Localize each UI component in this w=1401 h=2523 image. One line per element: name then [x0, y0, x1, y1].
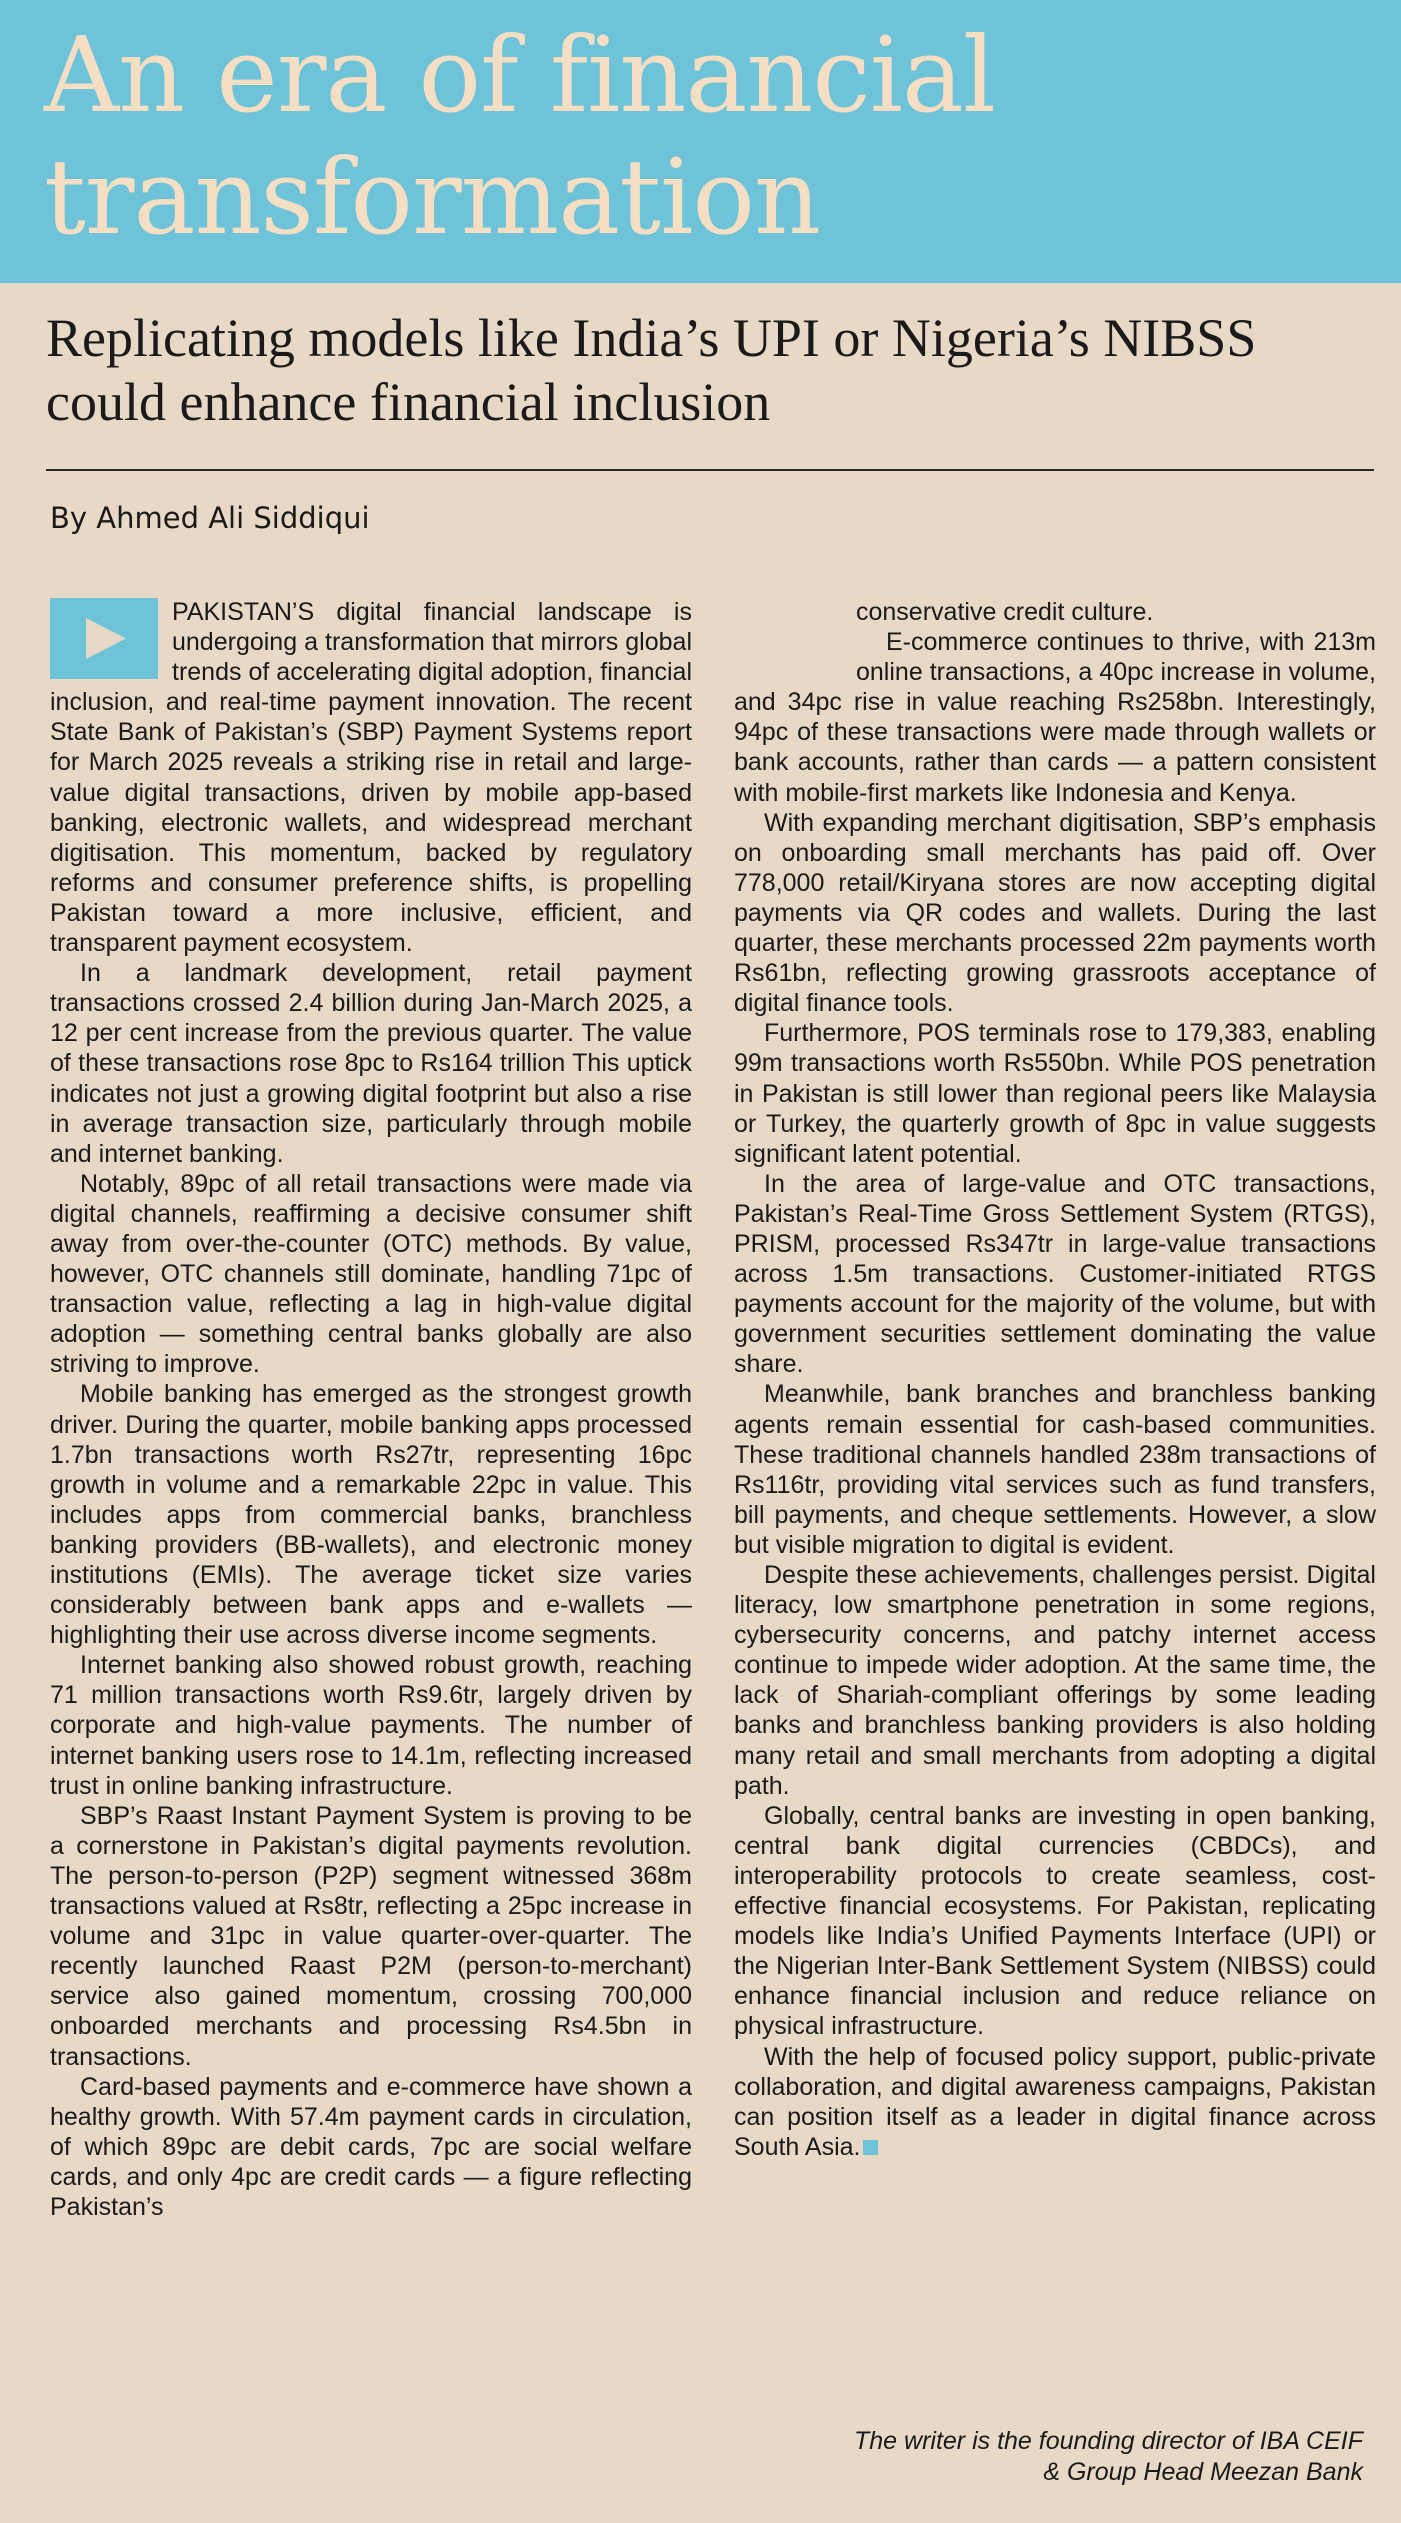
paragraph-final: [734, 2042, 1376, 2162]
paragraph: With expanding merchant digitisation, SBP’s emphasis on onboarding small merchants has paid off. Over 778,000 retail/Kiryana stores are now accepting digital payments via QR codes and wallets. During the last quarter, these merchants processed 22m payments worth Rs61bn, reflecting growing grassroots acceptance of digital finance tools.: [734, 808, 1376, 1018]
paragraph: Meanwhile, bank branches and branchless banking agents remain essential for cash-based communities. These traditional channels handled 238m transactions of Rs116tr, providing vital services such as fund transfers, bill payments, and cheque settlements. However, a slow but visible migration to digital is evident.: [734, 1380, 1376, 1559]
credit-line: The writer is the founding director of IBA CEIF: [853, 2427, 1363, 2455]
author-credit: [643, 2426, 1363, 2488]
article-column-left: [50, 597, 692, 2222]
article-column-right: [734, 597, 1376, 2162]
headline: An era of financial transformation: [44, 14, 996, 258]
paragraph: Internet banking also showed robust growth, reaching 71 million transactions worth Rs9.6tr, largely driven by corporate and high-value payments. The number of internet banking users rose to 14.1m, reflecting increased trust in online banking infrastructure.: [50, 1651, 692, 1800]
deck-subheadline: Replicating models like India’s UPI or Nigeria’s NIBSS could enhance financial inclusion: [46, 308, 1257, 432]
paragraph: Despite these achievements, challenges persist. Digital literacy, low smartphone penetration in some regions, cybersecurity concerns, and patchy internet access continue to impede wider adoption. At the same time, the lack of Shariah-compliant offerings by some leading banks and branchless banking providers is also holding many retail and small merchants from adopting a digital path.: [734, 1561, 1376, 1800]
paragraph: Mobile banking has emerged as the strongest growth driver. During the quarter, mobile banking apps processed 1.7bn transactions worth Rs27tr, representing 16pc growth in volume and a remarkable 22pc in value. This includes apps from commercial banks, branchless banking providers (BB-wallets), and electronic money institutions (EMIs). The average ticket size varies considerably between bank apps and e-wallets — highlighting their use across diverse income segments.: [50, 1380, 692, 1650]
byline: By Ahmed Ali Siddiqui: [50, 501, 370, 535]
paragraph: [734, 1801, 1376, 2042]
paragraph: conservative credit culture.: [856, 598, 1154, 626]
paragraph: PAKISTAN’S digital financial landscape is undergoing a transformation that mirrors global trends of accelerating digital adoption, financial inclusion, and real-time payment innovation. The recent State Bank of Pakistan’s (SBP) Payment Systems report for March 2025 reveals a striking rise in retail and large-value digital transactions, driven by mobile app-based banking, electronic wallets, and widespread merchant digitisation. This momentum, backed by regulatory reforms and consumer preference shifts, is propelling Pakistan toward a more inclusive, efficient, and transparent payment ecosystem.: [50, 598, 692, 958]
paragraph: Notably, 89pc of all retail transactions were made via digital channels, reaffirming a decisive consumer shift away from over-the-counter (OTC) methods. By value, however, OTC channels still dominate, handling 71pc of transaction value, reflecting a lag in high-value digital adoption — something central banks globally are also striving to improve.: [50, 1169, 692, 1379]
paragraph-text: Globally, central banks are investing in open banking, central bank digital currencies (CBDCs), and interoperability protocols to create seamless, cost-effective financial ecosystems. For Pakistan, replicating models like India’s Unified Payments Interface (UPI) or the Nigerian Inter-Bank Settlement System (NIBSS) could enhance financial inclusion and reduce reliance on physical infrastructure.: [734, 1801, 1376, 2041]
paragraph: SBP’s Raast Instant Payment System is proving to be a cornerstone in Pakistan’s digital payments revolution. The person-to-person (P2P) segment witnessed 368m transactions valued at Rs8tr, reflecting a 25pc increase in volume and 31pc in value quarter-over-quarter. The recently launched Raast P2M (person-to-merchant) service also gained momentum, crossing 700,000 onboarded merchants and processing Rs4.5bn in transactions.: [50, 1801, 692, 2071]
paragraph: In the area of large-value and OTC transactions, Pakistan’s Real-Time Gross Settlement System (RTGS), PRISM, processed Rs347tr in large-value transactions across 1.5m transactions. Customer-initiated RTGS payments account for the majority of the volume, but with government securities settlement dominating the value share.: [734, 1169, 1376, 1379]
paragraph: E-commerce continues to thrive, with 213m online transactions, a 40pc increase in volume, and 34pc rise in value reaching Rs258bn. Interestingly, 94pc of these transactions were made through wallets or bank accounts, rather than cards — a pattern consistent with mobile-first markets like Indonesia and Kenya.: [734, 628, 1376, 807]
square-end-icon: [863, 2140, 878, 2155]
paragraph: In a landmark development, retail payment transactions crossed 2.4 billion during Jan-March 2025, a 12 per cent increase from the previous quarter. The value of these transactions rose 8pc to Rs164 trillion This uptick indicates not just a growing digital footprint but also a rise in average transaction size, particularly through mobile and internet banking.: [50, 959, 692, 1168]
paragraph: Furthermore, POS terminals rose to 179,383, enabling 99m transactions worth Rs550bn. While POS penetration in Pakistan is still lower than regional peers like Malaysia or Turkey, the quarterly growth of 8pc in value suggests significant latent potential.: [734, 1019, 1376, 1168]
headline-band: [0, 0, 1401, 283]
credit-line: & Group Head Meezan Bank: [1043, 2458, 1363, 2486]
divider-rule: [46, 469, 1374, 471]
paragraph: Card-based payments and e-commerce have shown a healthy growth. With 57.4m payment cards in circulation, of which 89pc are debit cards, 7pc are social welfare cards, and only 4pc are credit cards — a figure reflecting Pakistan’s: [50, 2072, 692, 2221]
paragraph-text: With the help of focused policy support, public-private collaboration, and digital awareness campaigns, Pakistan can position itself as a leader in digital finance across South Asia.: [734, 2042, 1376, 2161]
